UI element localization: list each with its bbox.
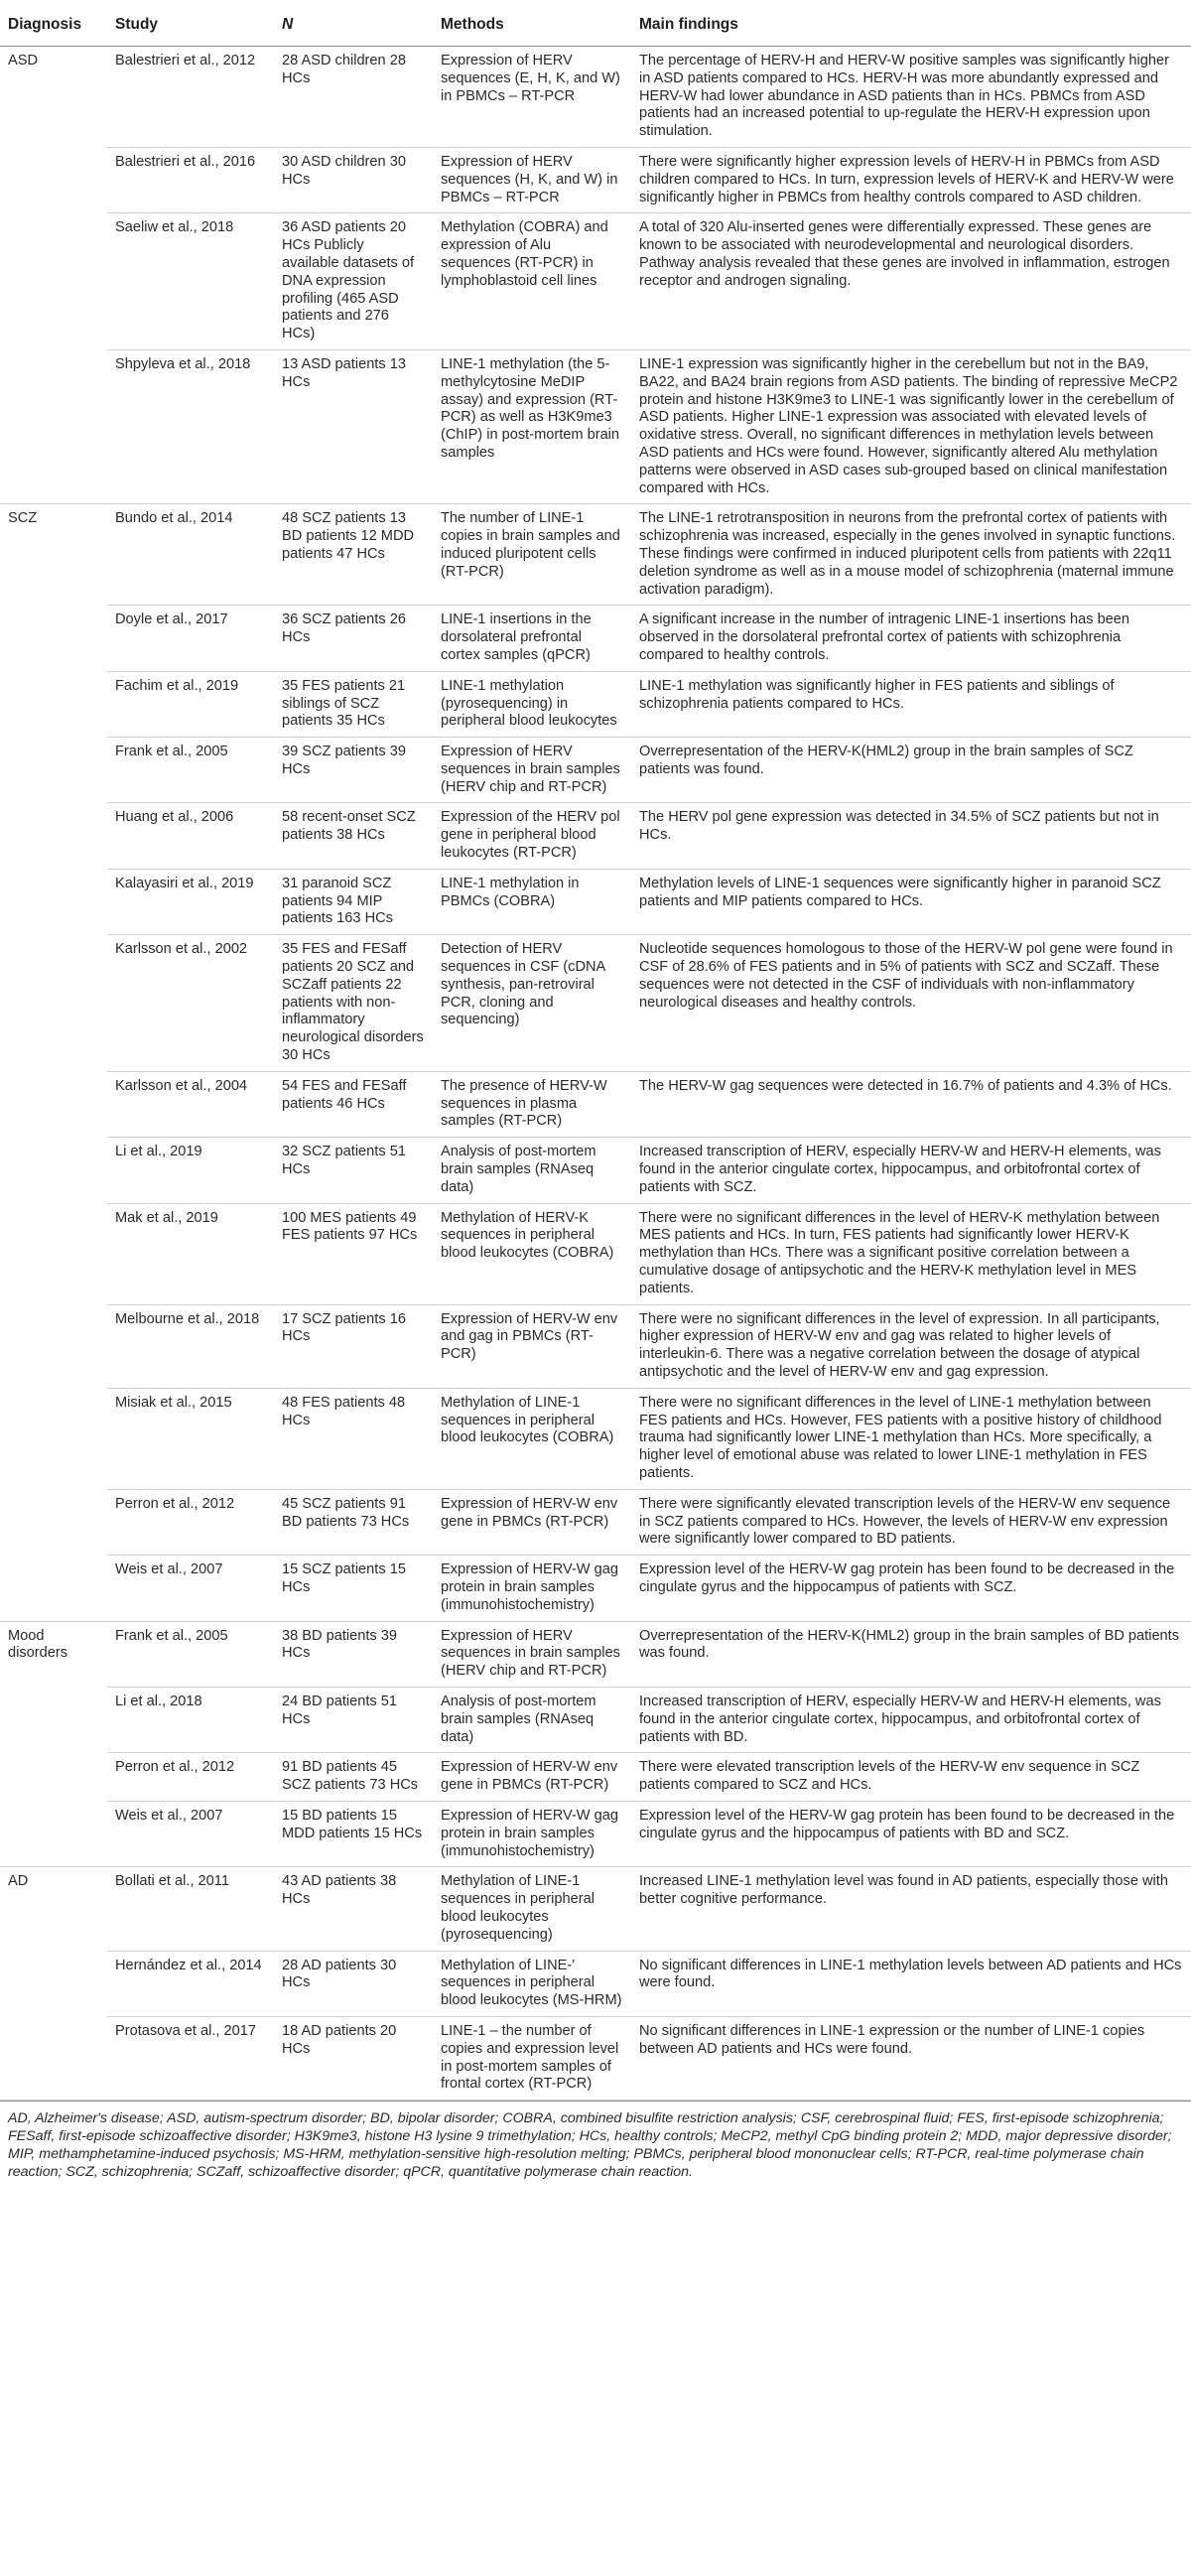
methods-cell: Detection of HERV sequences in CSF (cDNA synthesis, pan-retroviral PCR, cloning and sequencing) — [433, 935, 631, 1072]
study-cell: Frank et al., 2005 — [107, 1621, 274, 1687]
table-row — [0, 1388, 1191, 1489]
study-cell: Melbourne et al., 2018 — [107, 1304, 274, 1388]
header-study: Study — [107, 0, 274, 47]
methods-cell: Methylation of LINE-1 sequences in peripheral blood leukocytes (COBRA) — [433, 1388, 631, 1489]
table-row — [0, 671, 1191, 737]
table-row — [0, 147, 1191, 212]
table-footnote: AD, Alzheimer's disease; ASD, autism-spectrum disorder; BD, bipolar disorder; COBRA, combined bisulfite restriction analysis; CSF, cerebrospinal fluid; FES, first-episode schizophrenia; FESaff, first-episode schizoaffective disorder; H3K9me3, histone H3 lysine 9 trimethylation; HCs, healthy controls; MeCP2, methyl CpG binding protein 2; MDD, major depressive disorder; MIP, methamphetamine-induced psychosis; MS-HRM, methylation-sensitive high-resolution melting; PBMCs, peripheral blood mononuclear cells; RT-PCR, real-time polymerase chain reaction; SCZ, schizophrenia; SCZaff, schizoaffective disorder; qPCR, quantitative polymerase chain reaction. — [0, 2101, 1191, 2195]
n-cell: 24 BD patients 51 HCs — [274, 1687, 433, 1752]
n-cell: 43 AD patients 38 HCs — [274, 1867, 433, 1951]
study-cell: Frank et al., 2005 — [107, 738, 274, 803]
diagnosis-cell — [0, 1687, 107, 1752]
study-cell: Li et al., 2019 — [107, 1138, 274, 1203]
methods-cell: Methylation of LINE-1 sequences in peripheral blood leukocytes (pyrosequencing) — [433, 1867, 631, 1951]
n-cell: 28 ASD children 28 HCs — [274, 47, 433, 148]
table-row — [0, 1687, 1191, 1752]
methods-cell: Expression of HERV sequences (E, H, K, and W) in PBMCs – RT-PCR — [433, 47, 631, 148]
methods-cell: LINE-1 methylation in PBMCs (COBRA) — [433, 869, 631, 934]
study-cell: Misiak et al., 2015 — [107, 1388, 274, 1489]
n-cell: 100 MES patients 49 FES patients 97 HCs — [274, 1203, 433, 1304]
findings-cell: Increased LINE-1 methylation level was found in AD patients, especially those with better cognitive performance. — [631, 1867, 1191, 1951]
n-cell: 28 AD patients 30 HCs — [274, 1951, 433, 2016]
table-row — [0, 1753, 1191, 1802]
findings-cell: Nucleotide sequences homologous to those of the HERV-W pol gene were found in CSF of 28.6% of FES patients and in 5% of patients with SCZ and SCZaff. These sequences were not detected in the CSF of individuals with non-inflammatory neurological diseases and healthy controls. — [631, 935, 1191, 1072]
diagnosis-cell: AD — [8, 1873, 29, 1890]
methods-cell: Methylation (COBRA) and expression of Alu sequences (RT-PCR) in lymphoblastoid cell lines — [433, 213, 631, 350]
methods-cell: The number of LINE-1 copies in brain samples and induced pluripotent cells (RT-PCR) — [433, 504, 631, 606]
diagnosis-cell — [0, 671, 107, 737]
findings-cell: There were no significant differences in the level of HERV-K methylation between MES patients and HCs. In turn, FES patients had significantly lower HERV-K methylation than HCs. There was a significant positive correlation between a cumulative dosage of antipsychotic and the HERV-K methylation level in MES patients. — [631, 1203, 1191, 1304]
table-row — [0, 504, 1191, 606]
diagnosis-cell — [0, 1138, 107, 1203]
diagnosis-cell — [0, 2016, 107, 2100]
table-row — [0, 1556, 1191, 1621]
n-cell: 48 SCZ patients 13 BD patients 12 MDD patients 47 HCs — [274, 504, 433, 606]
methods-cell: Methylation of LINE-' sequences in peripheral blood leukocytes (MS-HRM) — [433, 1951, 631, 2016]
study-cell: Balestrieri et al., 2016 — [107, 147, 274, 212]
methods-cell: Expression of HERV sequences in brain samples (HERV chip and RT-PCR) — [433, 1621, 631, 1687]
findings-cell: Methylation levels of LINE-1 sequences were significantly higher in paranoid SCZ patients and MIP patients compared to HCs. — [631, 869, 1191, 934]
n-cell: 35 FES patients 21 siblings of SCZ patients 35 HCs — [274, 671, 433, 737]
study-cell: Huang et al., 2006 — [107, 803, 274, 869]
n-cell: 45 SCZ patients 91 BD patients 73 HCs — [274, 1489, 433, 1555]
header-row — [0, 0, 1191, 47]
table-row — [0, 1304, 1191, 1388]
findings-cell: There were elevated transcription levels of the HERV-W env sequence in SCZ patients compared to SCZ and HCs. — [631, 1753, 1191, 1802]
study-cell: Weis et al., 2007 — [107, 1801, 274, 1866]
n-cell: 31 paranoid SCZ patients 94 MIP patients 163 HCs — [274, 869, 433, 934]
table-row — [0, 1801, 1191, 1866]
diagnosis-cell — [0, 803, 107, 869]
n-cell: 39 SCZ patients 39 HCs — [274, 738, 433, 803]
diagnosis-cell: ASD — [8, 53, 39, 68]
diagnosis-cell — [0, 1388, 107, 1489]
table-row — [0, 1138, 1191, 1203]
table-row — [0, 803, 1191, 869]
table-row — [0, 1489, 1191, 1555]
methods-cell: Expression of the HERV pol gene in peripheral blood leukocytes (RT-PCR) — [433, 803, 631, 869]
diagnosis-cell: Mood disorders — [8, 1627, 68, 1662]
findings-cell: A significant increase in the number of intragenic LINE-1 insertions has been observed in the dorsolateral prefrontal cortex of patients with schizophrenia compared to healthy controls. — [631, 606, 1191, 671]
methods-cell: Expression of HERV-W env gene in PBMCs (RT-PCR) — [433, 1489, 631, 1555]
n-cell: 36 ASD patients 20 HCs Publicly available datasets of DNA expression profiling (465 ASD patients and 276 HCs) — [274, 213, 433, 350]
study-cell: Hernández et al., 2014 — [107, 1951, 274, 2016]
methods-cell: Expression of HERV sequences (H, K, and W) in PBMCs – RT-PCR — [433, 147, 631, 212]
findings-cell: Increased transcription of HERV, especially HERV-W and HERV-H elements, was found in the anterior cingulate cortex, hippocampus, and orbitofrontal cortex of patients with BD. — [631, 1687, 1191, 1752]
n-cell: 91 BD patients 45 SCZ patients 73 HCs — [274, 1753, 433, 1802]
diagnosis-cell — [0, 1556, 107, 1621]
findings-cell: There were significantly higher expression levels of HERV-H in PBMCs from ASD children compared to HCs. In turn, expression levels of HERV-K and HERV-W were significantly higher in PBMCs from healthy controls compared to ASD children. — [631, 147, 1191, 212]
diagnosis-cell — [0, 606, 107, 671]
findings-cell: The HERV pol gene expression was detected in 34.5% of SCZ patients but not in HCs. — [631, 803, 1191, 869]
diagnosis-cell — [0, 1071, 107, 1137]
findings-cell: There were significantly elevated transcription levels of the HERV-W env sequence in SCZ patients compared to HCs. However, the levels of HERV-W env expression were significantly lower compared to BD patients. — [631, 1489, 1191, 1555]
findings-cell: No significant differences in LINE-1 expression or the number of LINE-1 copies between AD patients and HCs were found. — [631, 2016, 1191, 2100]
study-cell: Li et al., 2018 — [107, 1687, 274, 1752]
study-cell: Bundo et al., 2014 — [107, 504, 274, 606]
findings-cell: The HERV-W gag sequences were detected in 16.7% of patients and 4.3% of HCs. — [631, 1071, 1191, 1137]
n-cell: 48 FES patients 48 HCs — [274, 1388, 433, 1489]
study-cell: Mak et al., 2019 — [107, 1203, 274, 1304]
n-cell: 32 SCZ patients 51 HCs — [274, 1138, 433, 1203]
diagnosis-cell — [0, 1489, 107, 1555]
table-row — [0, 349, 1191, 503]
n-cell: 54 FES and FESaff patients 46 HCs — [274, 1071, 433, 1137]
study-cell: Shpyleva et al., 2018 — [107, 349, 274, 503]
diagnosis-cell — [0, 1203, 107, 1304]
n-cell: 36 SCZ patients 26 HCs — [274, 606, 433, 671]
study-cell: Fachim et al., 2019 — [107, 671, 274, 737]
methods-cell: Expression of HERV-W gag protein in brain samples (immunohistochemistry) — [433, 1801, 631, 1866]
findings-cell: The LINE-1 retrotransposition in neurons from the prefrontal cortex of patients with schizophrenia was increased, especially in the genes involved in synaptic functions. These findings were confirmed in induced pluripotent cells from patients with 22q11 deletion syndrome as well as in a mouse model of schizophrenia (maternal immune activation paradigm). — [631, 504, 1191, 606]
n-cell: 30 ASD children 30 HCs — [274, 147, 433, 212]
study-cell: Balestrieri et al., 2012 — [107, 47, 274, 148]
n-cell: 38 BD patients 39 HCs — [274, 1621, 433, 1687]
methods-cell: LINE-1 methylation (pyrosequencing) in peripheral blood leukocytes — [433, 671, 631, 737]
methods-cell: Expression of HERV-W gag protein in brain samples (immunohistochemistry) — [433, 1556, 631, 1621]
study-cell: Perron et al., 2012 — [107, 1753, 274, 1802]
methods-cell: Methylation of HERV-K sequences in peripheral blood leukocytes (COBRA) — [433, 1203, 631, 1304]
findings-cell: LINE-1 expression was significantly higher in the cerebellum but not in the BA9, BA22, and BA24 brain regions from ASD patients. The binding of repressive MeCP2 protein and histone H3K9me3 to LINE-1 was significantly lower in the cerebellum of ASD patients. Higher LINE-1 expression was associated with elevated levels of oxidative stress. Overall, no significant differences in methylation levels between ASD patients and HCs were found. However, significantly altered Alu methylation patterns were observed in ASD cases sub-grouped based on clinical manifestation compared with HCs. — [631, 349, 1191, 503]
table-row — [0, 606, 1191, 671]
diagnosis-cell — [0, 349, 107, 503]
study-cell: Protasova et al., 2017 — [107, 2016, 274, 2100]
study-cell: Perron et al., 2012 — [107, 1489, 274, 1555]
findings-cell: A total of 320 Alu-inserted genes were differentially expressed. These genes are known to be associated with neurodevelopmental and neurological disorders. Pathway analysis revealed that these genes are involved in inflammation, estrogen receptor and androgen signaling. — [631, 213, 1191, 350]
findings-cell: The percentage of HERV-H and HERV-W positive samples was significantly higher in ASD patients compared to HCs. HERV-H was more abundantly expressed and HERV-W had lower abundance in ASD patients than in HCs. PBMCs from ASD patients had an increased potential to up-regulate the HERV-H expression upon stimulation. — [631, 47, 1191, 148]
study-cell: Saeliw et al., 2018 — [107, 213, 274, 350]
table-header — [0, 0, 1191, 47]
methods-cell: LINE-1 methylation (the 5-methylcytosine MeDIP assay) and expression (RT-PCR) as well as H3K9me3 (ChIP) in post-mortem brain samples — [433, 349, 631, 503]
methods-cell: Expression of HERV-W env and gag in PBMCs (RT-PCR) — [433, 1304, 631, 1388]
findings-cell: Expression level of the HERV-W gag protein has been found to be decreased in the cingulate gyrus and the hippocampus of patients with SCZ. — [631, 1556, 1191, 1621]
methods-cell: Expression of HERV sequences in brain samples (HERV chip and RT-PCR) — [433, 738, 631, 803]
n-cell: 35 FES and FESaff patients 20 SCZ and SCZaff patients 22 patients with non-inflammatory neurological disorders 30 HCs — [274, 935, 433, 1072]
findings-cell: Overrepresentation of the HERV-K(HML2) group in the brain samples of BD patients was found. — [631, 1621, 1191, 1687]
table-row — [0, 1867, 1191, 1951]
table-row — [0, 738, 1191, 803]
study-cell: Bollati et al., 2011 — [107, 1867, 274, 1951]
n-cell: 18 AD patients 20 HCs — [274, 2016, 433, 2100]
table-row — [0, 1203, 1191, 1304]
table-row — [0, 935, 1191, 1072]
diagnosis-cell — [0, 147, 107, 212]
study-cell: Weis et al., 2007 — [107, 1556, 274, 1621]
diagnosis-cell — [0, 213, 107, 350]
header-findings: Main findings — [631, 0, 1191, 47]
header-n: N — [274, 0, 433, 47]
n-cell: 15 BD patients 15 MDD patients 15 HCs — [274, 1801, 433, 1866]
header-methods: Methods — [433, 0, 631, 47]
diagnosis-cell — [0, 1753, 107, 1802]
header-diagnosis: Diagnosis — [0, 0, 107, 47]
table-row — [0, 1071, 1191, 1137]
findings-cell: There were no significant differences in the level of LINE-1 methylation between FES patients and HCs. However, FES patients with a positive history of childhood trauma had significantly lower LINE-1 methylation than HCs. More specifically, a higher level of emotional abuse was related to lower LINE-1 methylation in FES patients. — [631, 1388, 1191, 1489]
table-row — [0, 2016, 1191, 2100]
methods-cell: Analysis of post-mortem brain samples (RNAseq data) — [433, 1687, 631, 1752]
diagnosis-cell: SCZ — [8, 510, 38, 527]
findings-cell: Expression level of the HERV-W gag protein has been found to be decreased in the cingulate gyrus and the hippocampus of patients with BD and SCZ. — [631, 1801, 1191, 1866]
methods-cell: Analysis of post-mortem brain samples (RNAseq data) — [433, 1138, 631, 1203]
n-cell: 17 SCZ patients 16 HCs — [274, 1304, 433, 1388]
n-cell: 13 ASD patients 13 HCs — [274, 349, 433, 503]
study-cell: Karlsson et al., 2004 — [107, 1071, 274, 1137]
diagnosis-cell — [0, 1304, 107, 1388]
diagnosis-cell — [0, 935, 107, 1072]
findings-cell: Increased transcription of HERV, especially HERV-W and HERV-H elements, was found in the anterior cingulate cortex, hippocampus, and orbitofrontal cortex of patients with SCZ. — [631, 1138, 1191, 1203]
findings-cell: Overrepresentation of the HERV-K(HML2) group in the brain samples of SCZ patients was found. — [631, 738, 1191, 803]
n-cell: 15 SCZ patients 15 HCs — [274, 1556, 433, 1621]
diagnosis-cell — [0, 1801, 107, 1866]
table-body — [0, 47, 1191, 2101]
findings-cell: No significant differences in LINE-1 methylation levels between AD patients and HCs were found. — [631, 1951, 1191, 2016]
study-cell: Karlsson et al., 2002 — [107, 935, 274, 1072]
findings-cell: There were no significant differences in the level of expression. In all participants, higher expression of HERV-W env and gag was related to higher levels of interleukin-6. There was a negative correlation between the dosage of atypical antipsychotic and the level of HERV-W env and gag expression. — [631, 1304, 1191, 1388]
table-row — [0, 869, 1191, 934]
methods-cell: The presence of HERV-W sequences in plasma samples (RT-PCR) — [433, 1071, 631, 1137]
diagnosis-cell — [0, 1951, 107, 2016]
methods-cell: LINE-1 insertions in the dorsolateral prefrontal cortex samples (qPCR) — [433, 606, 631, 671]
methods-cell: Expression of HERV-W env gene in PBMCs (RT-PCR) — [433, 1753, 631, 1802]
findings-cell: LINE-1 methylation was significantly higher in FES patients and siblings of schizophrenia patients compared to HCs. — [631, 671, 1191, 737]
diagnosis-cell — [0, 869, 107, 934]
study-cell: Kalayasiri et al., 2019 — [107, 869, 274, 934]
methods-cell: LINE-1 – the number of copies and expression level in post-mortem samples of frontal cortex (RT-PCR) — [433, 2016, 631, 2100]
study-cell: Doyle et al., 2017 — [107, 606, 274, 671]
table-row — [0, 1951, 1191, 2016]
table-row — [0, 47, 1191, 148]
n-cell: 58 recent-onset SCZ patients 38 HCs — [274, 803, 433, 869]
table-row — [0, 1621, 1191, 1687]
table-row — [0, 213, 1191, 350]
diagnosis-cell — [0, 738, 107, 803]
